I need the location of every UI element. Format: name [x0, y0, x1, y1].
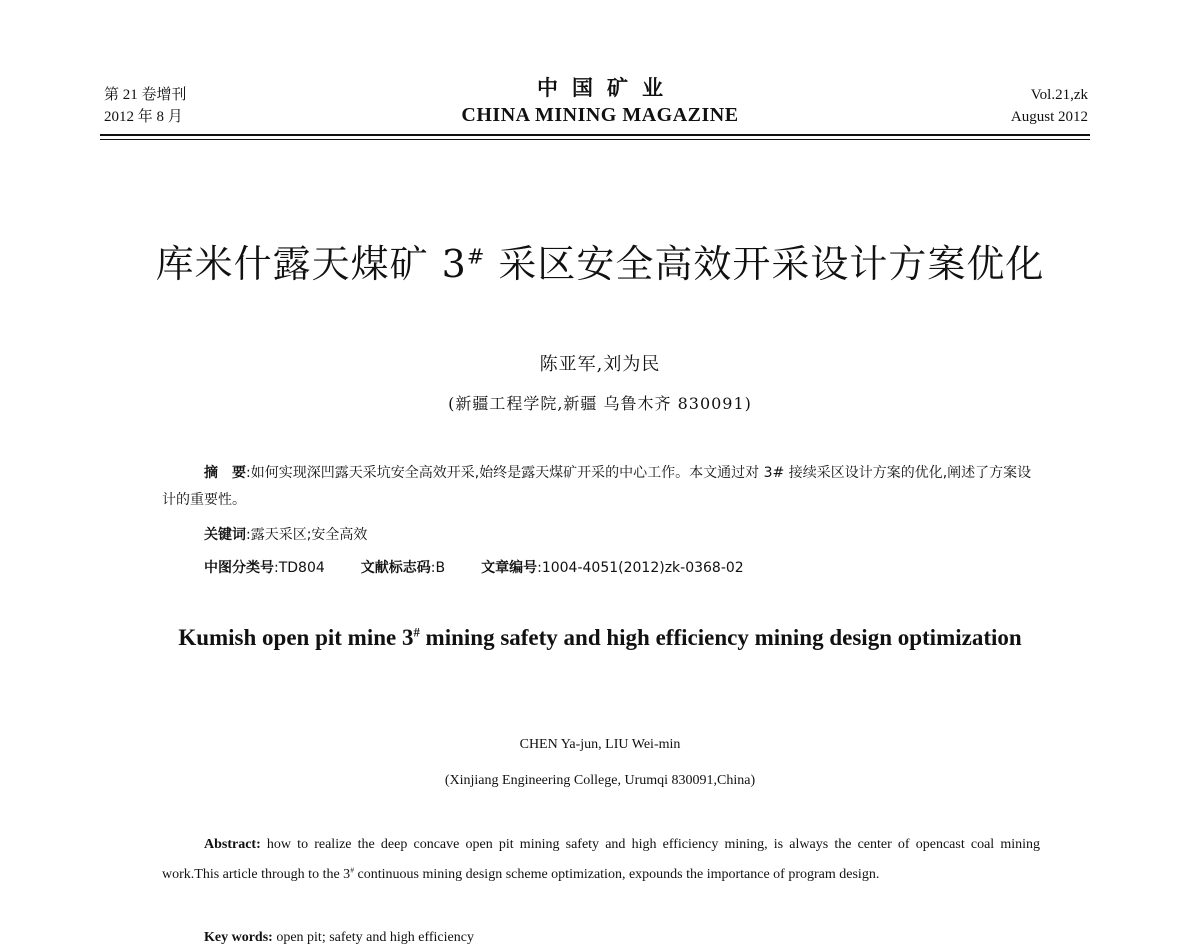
- doc-code-value: :B: [430, 560, 446, 576]
- abstract-en-sup: #: [350, 865, 355, 875]
- abstract-en-text1: how to realize the deep concave open pit mining safety and high efficiency mining, is always the center of opencast coal mining work.This article through to the 3: [162, 837, 1040, 882]
- abstract-cn-text: :如何实现深凹露天采坑安全高效开采,始终是露天煤矿开采的中心工作。本文通过对 3# 接续采区设计方案的优化,阐述了方案设计的重要性。: [162, 465, 1032, 508]
- paper-title-en: [100, 620, 1100, 656]
- title-en-part1: Kumish open pit mine 3: [178, 625, 414, 650]
- authors-cn: 陈亚军,刘为民: [539, 354, 661, 375]
- date-cn: 2012 年 8 月: [104, 109, 183, 125]
- keywords-cn-text: :露天采区;安全高效: [246, 527, 368, 543]
- paper-title-cn: [0, 238, 1200, 290]
- header-left: [104, 84, 187, 128]
- abstract-cn: [162, 460, 1042, 514]
- title-en-part2: mining safety and high efficiency mining design optimization: [419, 625, 1022, 650]
- volume-en: Vol.21,zk: [1030, 87, 1088, 103]
- header-rule-thin: [100, 139, 1090, 140]
- article-number-label: 文章编号: [481, 560, 538, 576]
- header-rule-thick: [100, 134, 1090, 136]
- affiliation-en: (Xinjiang Engineering College, Urumqi 830091,China): [444, 773, 756, 788]
- abstract-en-label: Abstract:: [204, 837, 261, 852]
- abstract-en-text2: continuous mining design scheme optimization, expounds the importance of program design.: [354, 867, 880, 882]
- volume-cn: 第 21 卷增刊: [104, 87, 187, 103]
- keywords-cn: [204, 524, 367, 546]
- title-en-sup: #: [413, 625, 420, 640]
- abstract-cn-label: 摘 要: [204, 465, 246, 481]
- doc-code-label: 文献标志码: [360, 560, 431, 576]
- affiliation-cn: (新疆工程学院,新疆 乌鲁木齐 830091): [448, 394, 752, 413]
- clc-label: 中图分类号: [204, 560, 274, 576]
- title-cn-part2: 采区安全高效开采设计方案优化: [485, 242, 1045, 286]
- abstract-en: [162, 830, 1040, 890]
- journal-name-cn: 中国矿业: [537, 76, 677, 100]
- journal-masthead: [400, 74, 800, 128]
- date-en: August 2012: [1010, 109, 1088, 125]
- journal-name-en: CHINA MINING MAGAZINE: [461, 104, 739, 126]
- keywords-cn-label: 关键词: [204, 527, 246, 543]
- classification-row: [204, 557, 744, 579]
- header-right: [1011, 84, 1088, 128]
- keywords-en: [204, 927, 474, 949]
- title-cn-sup: #: [466, 244, 486, 269]
- keywords-en-text: open pit; safety and high efficiency: [272, 930, 474, 945]
- authors-en: CHEN Ya-jun, LIU Wei-min: [519, 737, 681, 752]
- article-number-value: :1004-4051(2012)zk-0368-02: [537, 560, 744, 576]
- clc-value: :TD804: [274, 560, 325, 576]
- keywords-en-label: Key words:: [204, 930, 273, 945]
- title-cn-part1: 库米什露天煤矿 3: [155, 242, 467, 286]
